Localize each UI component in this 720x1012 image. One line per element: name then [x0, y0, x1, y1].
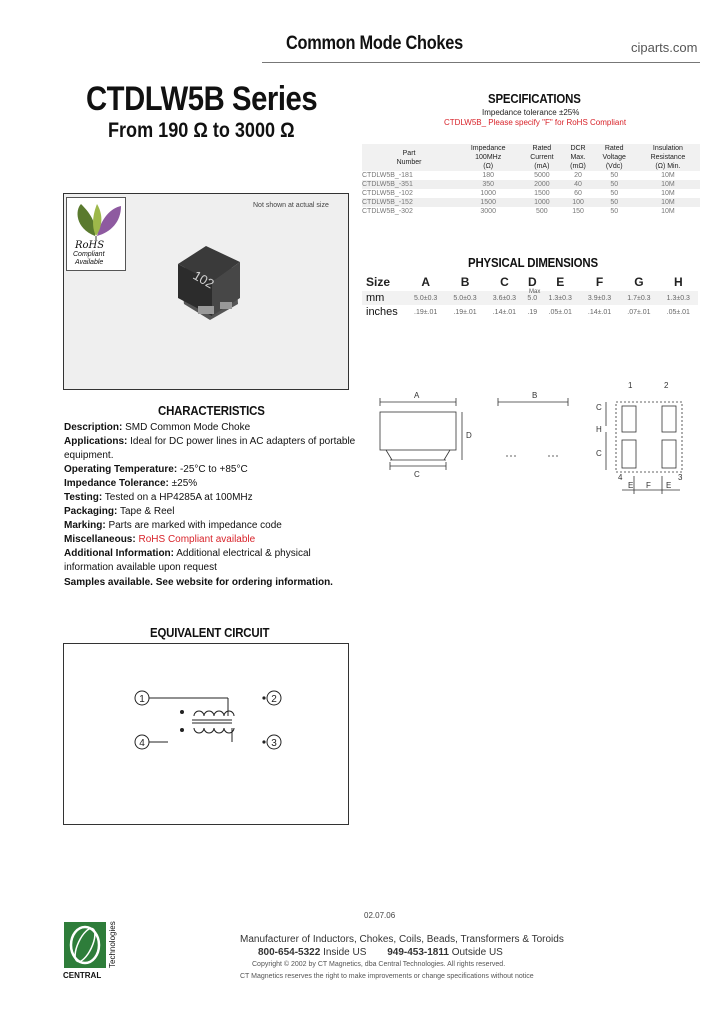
characteristic-item	[64, 491, 354, 505]
manufacturer-tagline: Manufacturer of Inductors, Chokes, Coils, Beads, Transformers & Toroids	[240, 934, 564, 945]
spec-cell: CTDLW5B_-152	[362, 198, 456, 207]
characteristic-value: Ideal for DC power lines in AC adapters of portable	[130, 436, 356, 447]
spec-cell: 10M	[661, 208, 675, 215]
dimension-column-header: C	[500, 275, 509, 289]
circuit-pin-1: 1	[139, 694, 145, 705]
specifications-title: SPECIFICATIONS	[488, 91, 581, 106]
phone-outside-us-label: Outside US	[451, 947, 503, 958]
component-marking: 102	[190, 267, 217, 292]
dimension-column-header: E	[556, 275, 565, 289]
characteristic-value: Tape & Reel	[119, 506, 175, 517]
characteristic-item	[64, 463, 354, 477]
spec-cell: 10M	[636, 180, 700, 189]
specifications-table	[362, 144, 700, 216]
spec-row	[362, 207, 700, 216]
dimension-cell: 5.0	[524, 291, 540, 305]
dim-label-e2: E	[666, 481, 672, 490]
dimension-cell: .05±.01	[666, 308, 690, 316]
rohs-label: RoHS	[75, 240, 105, 251]
dimension-cell: .14±.01	[587, 308, 612, 316]
dimension-cell: .05±.01	[548, 308, 572, 316]
dim-label-c3: C	[596, 449, 602, 458]
dimension-column-header: A	[421, 275, 431, 289]
characteristic-value: SMD Common Mode Choke	[125, 422, 251, 433]
spec-header-line: Rated	[532, 145, 552, 152]
dimension-column-header: D	[527, 275, 537, 289]
spec-cell: CTDLW5B_-181	[362, 172, 413, 179]
rohs-leaf-icon	[67, 198, 125, 240]
dimension-cell: 5.0±0.3	[406, 291, 445, 305]
characteristic-value: information available upon request	[64, 562, 217, 573]
spec-cell: 350	[456, 180, 520, 189]
dimension-column-header: B	[460, 275, 470, 289]
dim-label-f: F	[646, 481, 651, 490]
spec-row	[362, 171, 700, 180]
spec-header-line: (mΩ)	[570, 163, 586, 170]
phone-inside-us[interactable]: 800-654-5322	[258, 947, 321, 958]
dim-label-c2: C	[596, 403, 602, 412]
pin-label-3: 3	[678, 473, 683, 482]
spec-header-line: (mA)	[534, 163, 550, 170]
spec-cell: 50	[593, 180, 636, 189]
characteristic-value: ±25%	[171, 478, 198, 489]
spec-cell: 40	[563, 180, 592, 189]
physical-dimensions-title: PHYSICAL DIMENSIONS	[468, 255, 598, 270]
notice-line: CT Magnetics reserves the right to make improvements or change specifications without notice	[240, 973, 534, 980]
characteristic-label: Miscellaneous:	[64, 534, 136, 545]
spec-row	[362, 189, 700, 198]
central-technologies-logo	[62, 918, 122, 982]
dimensions-table-body	[362, 291, 698, 319]
spec-column-header	[563, 144, 592, 171]
logo-text: CENTRAL	[63, 971, 102, 980]
pin-label-1: 1	[628, 381, 633, 390]
characteristic-value: Parts are marked with impedance code	[108, 520, 282, 531]
spec-cell: 100	[563, 198, 592, 207]
d-max-note: Max	[529, 289, 541, 295]
spec-header-line: (Ω) Min.	[655, 163, 681, 170]
pin-label-4: 4	[618, 473, 623, 482]
impedance-range: From 190 Ω to 3000 Ω	[108, 119, 295, 142]
spec-cell: 1000	[480, 190, 496, 197]
spec-cell: 500	[536, 208, 548, 215]
dim-label-e: E	[628, 481, 634, 490]
spec-header-line: Part	[402, 149, 416, 157]
spec-header-line: Resistance	[650, 154, 686, 161]
equivalent-circuit-title: EQUIVALENT CIRCUIT	[150, 625, 270, 640]
characteristic-value: RoHS Compliant available	[138, 534, 256, 545]
spec-header-line: Voltage	[602, 154, 626, 161]
revision-date: 02.07.06	[364, 911, 396, 920]
spec-cell: 60	[574, 190, 582, 197]
spec-cell: 5000	[534, 172, 550, 179]
dimension-cell: 1.3±0.3	[541, 291, 580, 305]
spec-column-header	[362, 144, 456, 171]
phone-inside-us-label: Inside US	[323, 947, 367, 958]
spec-cell: CTDLW5B_-102	[362, 190, 413, 197]
spec-column-header	[456, 144, 520, 171]
dimension-cell: 1.7±0.3	[619, 291, 658, 305]
spec-table-body	[362, 171, 700, 216]
pin-label-2: 2	[664, 381, 669, 390]
website-link[interactable]: ciparts.com	[631, 40, 698, 55]
characteristics-title: CHARACTERISTICS	[158, 403, 265, 418]
dimension-cell: 1.3±0.3	[659, 291, 698, 305]
characteristic-label: Marking:	[64, 520, 106, 531]
dimension-unit-label: inches	[366, 306, 398, 318]
characteristic-label: Impedance Tolerance:	[64, 478, 169, 489]
circuit-pin-3: 3	[271, 738, 277, 749]
characteristic-value: -25°C to +85°C	[179, 464, 248, 475]
dimension-cell: .07±.01	[627, 308, 651, 316]
rohs-compliant-label: Compliant	[73, 251, 105, 258]
spec-header-line: Impedance	[470, 145, 506, 152]
spec-header-line: DCR	[570, 145, 586, 152]
characteristic-item	[64, 561, 354, 575]
spec-cell: CTDLW5B_-302	[362, 208, 413, 215]
spec-cell: 10M	[636, 198, 700, 207]
dimension-column-header: Size	[366, 275, 391, 289]
dim-label-h: H	[596, 425, 602, 434]
logo-vertical-text: Technologies	[108, 921, 117, 968]
spec-cell: 50	[593, 198, 636, 207]
spec-header-line: Current	[530, 154, 554, 161]
dimension-row	[362, 305, 698, 319]
choke-component-image	[170, 240, 250, 325]
characteristic-item	[64, 505, 354, 519]
spec-cell: 180	[482, 172, 495, 179]
spec-header-row	[362, 144, 700, 171]
samples-note: Samples available. See website for ordering information.	[64, 577, 333, 588]
spec-cell: 50	[610, 172, 619, 179]
dimension-cell: 5.0±0.3	[445, 291, 484, 305]
equivalent-circuit-diagram	[128, 686, 288, 752]
dimension-cell: .19	[527, 308, 538, 316]
characteristic-item	[64, 547, 354, 561]
rohs-badge	[66, 197, 126, 271]
characteristic-label: Applications:	[64, 436, 128, 447]
spec-row	[362, 198, 700, 207]
rohs-available-label: Available	[75, 259, 104, 266]
dimensions-table	[362, 273, 698, 319]
dimension-column-header: H	[673, 275, 683, 289]
dim-label-c: C	[414, 470, 420, 479]
spec-header-line: 100MHz	[475, 154, 502, 161]
photo-caption: Not shown at actual size	[253, 202, 329, 209]
dim-label-b: B	[532, 391, 538, 400]
header-divider	[262, 62, 700, 63]
spec-column-header	[520, 144, 563, 171]
characteristic-value: Tested on a HP4285A at 100MHz	[104, 492, 253, 503]
spec-cell: 50	[610, 190, 619, 197]
dim-label-d: D	[466, 431, 472, 440]
characteristic-item	[64, 533, 354, 547]
spec-cell: 150	[572, 208, 584, 215]
rohs-ordering-note: CTDLW5B_ Please specify "F" for RoHS Compliant	[444, 118, 627, 127]
dim-label-a: A	[414, 391, 420, 400]
characteristics-list	[64, 421, 354, 575]
spec-cell: 10M	[661, 190, 675, 197]
characteristic-item	[64, 449, 354, 463]
spec-header-line: (Ω)	[483, 163, 494, 170]
characteristic-item	[64, 477, 354, 491]
dimension-cell: .19±.01	[453, 308, 477, 316]
characteristic-item	[64, 435, 354, 449]
dimension-unit-label: mm	[362, 291, 406, 305]
characteristic-label: Operating Temperature:	[64, 464, 178, 475]
page-header-title: Common Mode Chokes	[286, 33, 463, 54]
spec-cell: 20	[574, 172, 582, 179]
impedance-tolerance-note: Impedance tolerance ±25%	[482, 108, 580, 117]
spec-header-line: Insulation	[652, 145, 683, 152]
characteristic-label: Testing:	[64, 492, 103, 503]
characteristic-item	[64, 519, 354, 533]
spec-column-header	[636, 144, 700, 171]
circuit-pin-2: 2	[271, 694, 277, 705]
dimension-cell: 3.6±0.3	[485, 291, 524, 305]
characteristic-label: Description:	[64, 422, 123, 433]
spec-cell: 10M	[661, 172, 675, 179]
phone-outside-us[interactable]: 949-453-1811	[387, 947, 449, 958]
series-title: CTDLW5B Series	[86, 80, 318, 118]
dimension-drawings	[372, 380, 688, 500]
spec-column-header	[593, 144, 636, 171]
copyright-line: Copyright © 2002 by CT Magnetics, dba Central Technologies. All rights reserved.	[252, 961, 506, 968]
characteristic-value: Additional electrical & physical	[176, 548, 311, 559]
spec-cell: 3000	[480, 208, 496, 215]
dimension-cell: 3.9±0.3	[580, 291, 619, 305]
dimension-cell: .19±.01	[414, 308, 438, 316]
dimension-column-header: G	[634, 275, 644, 289]
characteristic-label: Additional Information:	[64, 548, 174, 559]
spec-cell: 2000	[520, 180, 563, 189]
spec-cell: 1000	[520, 198, 563, 207]
characteristic-item	[64, 421, 354, 435]
dimension-column-header: F	[595, 275, 604, 289]
spec-row	[362, 180, 700, 189]
spec-cell: CTDLW5B_-351	[362, 180, 456, 189]
phone-line	[258, 947, 503, 958]
circuit-pin-4: 4	[139, 738, 145, 749]
characteristic-value: equipment.	[64, 450, 114, 461]
spec-cell: 1500	[456, 198, 520, 207]
spec-header-line: (Vdc)	[605, 163, 623, 170]
spec-cell: 50	[610, 208, 619, 215]
spec-header-line: Rated	[604, 145, 624, 152]
characteristic-label: Packaging:	[64, 506, 118, 517]
spec-header-line: Number	[396, 158, 422, 166]
dimension-cell: .14±.01	[492, 308, 517, 316]
spec-cell: 1500	[534, 190, 550, 197]
spec-header-line: Max.	[570, 154, 586, 161]
